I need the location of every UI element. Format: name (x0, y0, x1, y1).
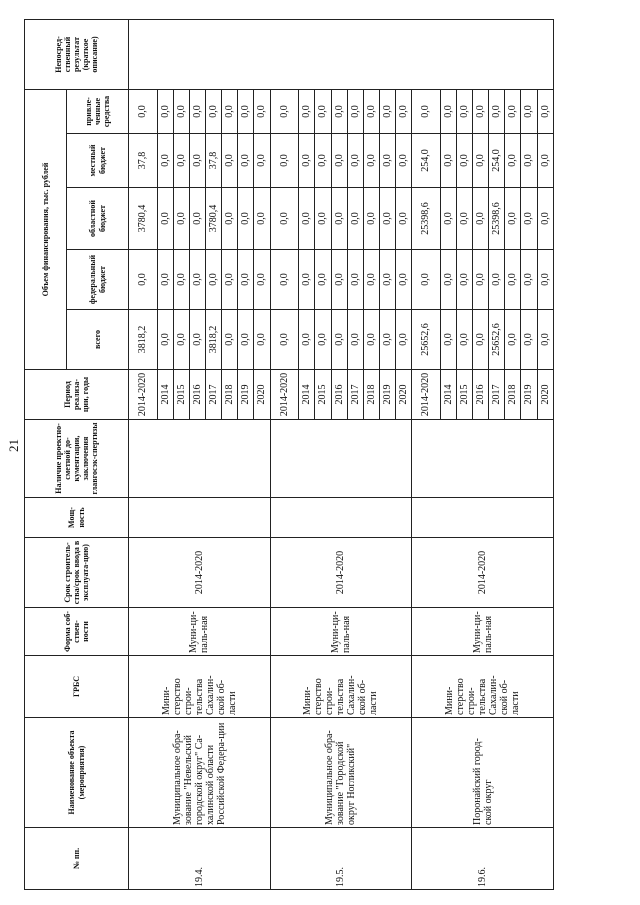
other-cell: 0,0 (537, 90, 553, 134)
year-cell: 2018 (363, 370, 379, 420)
regional-cell: 3780,4 (129, 188, 158, 250)
federal-cell: 0,0 (129, 250, 158, 310)
federal-cell: 0,0 (347, 250, 363, 310)
header-federal: федеральный бюджет (67, 250, 129, 310)
year-cell: 2019 (379, 370, 395, 420)
federal-cell: 0,0 (270, 250, 299, 310)
total-cell: 0,0 (395, 310, 411, 370)
federal-cell: 0,0 (363, 250, 379, 310)
total-cell: 0,0 (254, 310, 270, 370)
local-cell: 0,0 (521, 134, 537, 188)
regional-cell: 0,0 (270, 188, 299, 250)
table-row (129, 20, 158, 890)
year-cell: 2016 (473, 370, 489, 420)
other-cell: 0,0 (190, 90, 206, 134)
other-cell: 0,0 (157, 90, 173, 134)
other-cell: 0,0 (129, 90, 158, 134)
item-number: 19.6. (412, 828, 554, 890)
total-cell: 0,0 (270, 310, 299, 370)
federal-cell: 0,0 (157, 250, 173, 310)
local-cell: 0,0 (190, 134, 206, 188)
federal-cell: 0,0 (222, 250, 238, 310)
header-capacity: Мощ-ность (25, 498, 129, 538)
year-cell: 2016 (331, 370, 347, 420)
other-cell: 0,0 (521, 90, 537, 134)
year-cell: 2017 (206, 370, 222, 420)
rotated-table-sheet (24, 20, 554, 890)
total-cell: 0,0 (505, 310, 521, 370)
other-cell: 0,0 (222, 90, 238, 134)
other-cell: 0,0 (270, 90, 299, 134)
local-cell: 0,0 (254, 134, 270, 188)
local-cell: 0,0 (456, 134, 472, 188)
year-cell: 2017 (489, 370, 505, 420)
total-cell: 25652,6 (489, 310, 505, 370)
regional-cell: 25398,6 (412, 188, 441, 250)
federal-cell: 0,0 (456, 250, 472, 310)
total-cell: 0,0 (379, 310, 395, 370)
item-grbs: Мини-стерство строи-тельства Сахалин-ской об-ласти (412, 656, 554, 718)
other-cell: 0,0 (347, 90, 363, 134)
local-cell: 0,0 (238, 134, 254, 188)
local-cell: 0,0 (270, 134, 299, 188)
year-cell: 2016 (190, 370, 206, 420)
item-grbs: Мини-стерство строи-тельства Сахалин-ской об-ласти (129, 656, 271, 718)
table-body (129, 20, 554, 890)
regional-cell: 0,0 (537, 188, 553, 250)
regional-cell: 0,0 (190, 188, 206, 250)
year-cell: 2019 (521, 370, 537, 420)
federal-cell: 0,0 (315, 250, 331, 310)
local-cell: 254,0 (489, 134, 505, 188)
other-cell: 0,0 (440, 90, 456, 134)
header-regional: областной бюджет (67, 188, 129, 250)
federal-cell: 0,0 (505, 250, 521, 310)
local-cell: 0,0 (315, 134, 331, 188)
year-cell: 2018 (505, 370, 521, 420)
item-ownership: Муни-ци-паль-ная (270, 608, 412, 656)
year-cell: 2015 (315, 370, 331, 420)
year-cell: 2018 (222, 370, 238, 420)
federal-cell: 0,0 (190, 250, 206, 310)
regional-cell: 0,0 (456, 188, 472, 250)
regional-cell: 0,0 (521, 188, 537, 250)
header-funding: Объем финансирования, тыс. рублей (25, 90, 67, 370)
total-cell: 0,0 (521, 310, 537, 370)
item-capacity (270, 498, 412, 538)
header-docs: Наличие проектно-сметной до-кументации, заключения главгосэк-спертизы (25, 420, 129, 498)
federal-cell: 0,0 (473, 250, 489, 310)
other-cell: 0,0 (238, 90, 254, 134)
regional-cell: 0,0 (173, 188, 189, 250)
item-capacity (129, 498, 271, 538)
year-cell: 2020 (395, 370, 411, 420)
total-cell: 0,0 (456, 310, 472, 370)
local-cell: 37,8 (206, 134, 222, 188)
header-ownership: Форма соб-ствен-ности (25, 608, 129, 656)
federal-cell: 0,0 (379, 250, 395, 310)
item-number: 19.5. (270, 828, 412, 890)
item-docs (270, 420, 412, 498)
total-cell: 0,0 (473, 310, 489, 370)
other-cell: 0,0 (489, 90, 505, 134)
federal-cell: 0,0 (254, 250, 270, 310)
local-cell: 37,8 (129, 134, 158, 188)
federal-cell: 0,0 (412, 250, 441, 310)
local-cell: 0,0 (157, 134, 173, 188)
total-cell: 0,0 (347, 310, 363, 370)
federal-cell: 0,0 (489, 250, 505, 310)
year-cell: 2017 (347, 370, 363, 420)
header-other: привле-ченные средства (67, 90, 129, 134)
item-docs (412, 420, 554, 498)
local-cell: 0,0 (505, 134, 521, 188)
item-docs (129, 420, 271, 498)
total-cell: 0,0 (157, 310, 173, 370)
year-cell: 2020 (254, 370, 270, 420)
header-local: местный бюджет (67, 134, 129, 188)
page-number: 21 (6, 439, 21, 452)
federal-cell: 0,0 (299, 250, 315, 310)
year-cell: 2015 (456, 370, 472, 420)
local-cell: 0,0 (331, 134, 347, 188)
regional-cell: 0,0 (299, 188, 315, 250)
year-cell: 2019 (238, 370, 254, 420)
regional-cell: 0,0 (222, 188, 238, 250)
other-cell: 0,0 (379, 90, 395, 134)
header-result: Непосред-ственный результат (краткое описание) (25, 20, 129, 90)
result-cell (129, 20, 554, 90)
table-row (412, 20, 441, 890)
header-years: Период реализа-ции, годы (25, 370, 129, 420)
federal-cell: 0,0 (331, 250, 347, 310)
header-grbs: ГРБС (25, 656, 129, 718)
total-cell: 0,0 (363, 310, 379, 370)
other-cell: 0,0 (456, 90, 472, 134)
local-cell: 0,0 (395, 134, 411, 188)
total-cell: 3818,2 (129, 310, 158, 370)
other-cell: 0,0 (315, 90, 331, 134)
federal-cell: 0,0 (238, 250, 254, 310)
other-cell: 0,0 (206, 90, 222, 134)
funding-table (24, 19, 554, 890)
item-ownership: Муни-ци-паль-ная (412, 608, 554, 656)
regional-cell: 0,0 (473, 188, 489, 250)
header-name: Наименование объекта (мероприятия) (25, 718, 129, 828)
year-cell: 2015 (173, 370, 189, 420)
total-cell: 0,0 (190, 310, 206, 370)
year-cell: 2014 (440, 370, 456, 420)
federal-cell: 0,0 (440, 250, 456, 310)
local-cell: 0,0 (222, 134, 238, 188)
regional-cell: 0,0 (440, 188, 456, 250)
local-cell: 0,0 (173, 134, 189, 188)
item-name: Поронайский город-ской округ (412, 718, 554, 828)
header-total: всего (67, 310, 129, 370)
regional-cell: 0,0 (254, 188, 270, 250)
item-period: 2014-2020 (412, 538, 554, 608)
table-header (25, 20, 129, 890)
year-cell: 2014-2020 (270, 370, 299, 420)
regional-cell: 0,0 (347, 188, 363, 250)
total-cell: 0,0 (299, 310, 315, 370)
total-cell: 0,0 (331, 310, 347, 370)
regional-cell: 25398,6 (489, 188, 505, 250)
table-row (270, 20, 299, 890)
year-cell: 2014-2020 (412, 370, 441, 420)
other-cell: 0,0 (505, 90, 521, 134)
other-cell: 0,0 (363, 90, 379, 134)
local-cell: 0,0 (363, 134, 379, 188)
regional-cell: 0,0 (238, 188, 254, 250)
other-cell: 0,0 (173, 90, 189, 134)
regional-cell: 0,0 (505, 188, 521, 250)
regional-cell: 0,0 (157, 188, 173, 250)
total-cell: 3818,2 (206, 310, 222, 370)
other-cell: 0,0 (412, 90, 441, 134)
total-cell: 0,0 (173, 310, 189, 370)
total-cell: 0,0 (238, 310, 254, 370)
other-cell: 0,0 (395, 90, 411, 134)
item-number: 19.4. (129, 828, 271, 890)
item-name: Муниципальное обра-зование "Городской округ Ногликский" (270, 718, 412, 828)
other-cell: 0,0 (331, 90, 347, 134)
federal-cell: 0,0 (521, 250, 537, 310)
other-cell: 0,0 (299, 90, 315, 134)
regional-cell: 0,0 (331, 188, 347, 250)
regional-cell: 0,0 (363, 188, 379, 250)
local-cell: 0,0 (473, 134, 489, 188)
item-ownership: Муни-ци-паль-ная (129, 608, 271, 656)
header-num: № пп. (25, 828, 129, 890)
year-cell: 2014 (299, 370, 315, 420)
regional-cell: 0,0 (315, 188, 331, 250)
other-cell: 0,0 (254, 90, 270, 134)
federal-cell: 0,0 (537, 250, 553, 310)
other-cell: 0,0 (473, 90, 489, 134)
item-name: Муниципальное обра-зование "Невельский городской округ" Са-халинской области Российской Федера-ции (129, 718, 271, 828)
total-cell: 0,0 (440, 310, 456, 370)
year-cell: 2014 (157, 370, 173, 420)
year-cell: 2014-2020 (129, 370, 158, 420)
local-cell: 254,0 (412, 134, 441, 188)
local-cell: 0,0 (299, 134, 315, 188)
total-cell: 0,0 (315, 310, 331, 370)
federal-cell: 0,0 (395, 250, 411, 310)
total-cell: 25652,6 (412, 310, 441, 370)
item-capacity (412, 498, 554, 538)
item-period: 2014-2020 (129, 538, 271, 608)
regional-cell: 0,0 (395, 188, 411, 250)
year-cell: 2020 (537, 370, 553, 420)
item-period: 2014-2020 (270, 538, 412, 608)
item-grbs: Мини-стерство строи-тельства Сахалин-ской об-ласти (270, 656, 412, 718)
local-cell: 0,0 (347, 134, 363, 188)
federal-cell: 0,0 (206, 250, 222, 310)
regional-cell: 0,0 (379, 188, 395, 250)
federal-cell: 0,0 (173, 250, 189, 310)
header-period: Срок строитель-ства/срок ввода в эксплуата-цию) (25, 538, 129, 608)
total-cell: 0,0 (537, 310, 553, 370)
local-cell: 0,0 (537, 134, 553, 188)
local-cell: 0,0 (379, 134, 395, 188)
regional-cell: 3780,4 (206, 188, 222, 250)
local-cell: 0,0 (440, 134, 456, 188)
total-cell: 0,0 (222, 310, 238, 370)
